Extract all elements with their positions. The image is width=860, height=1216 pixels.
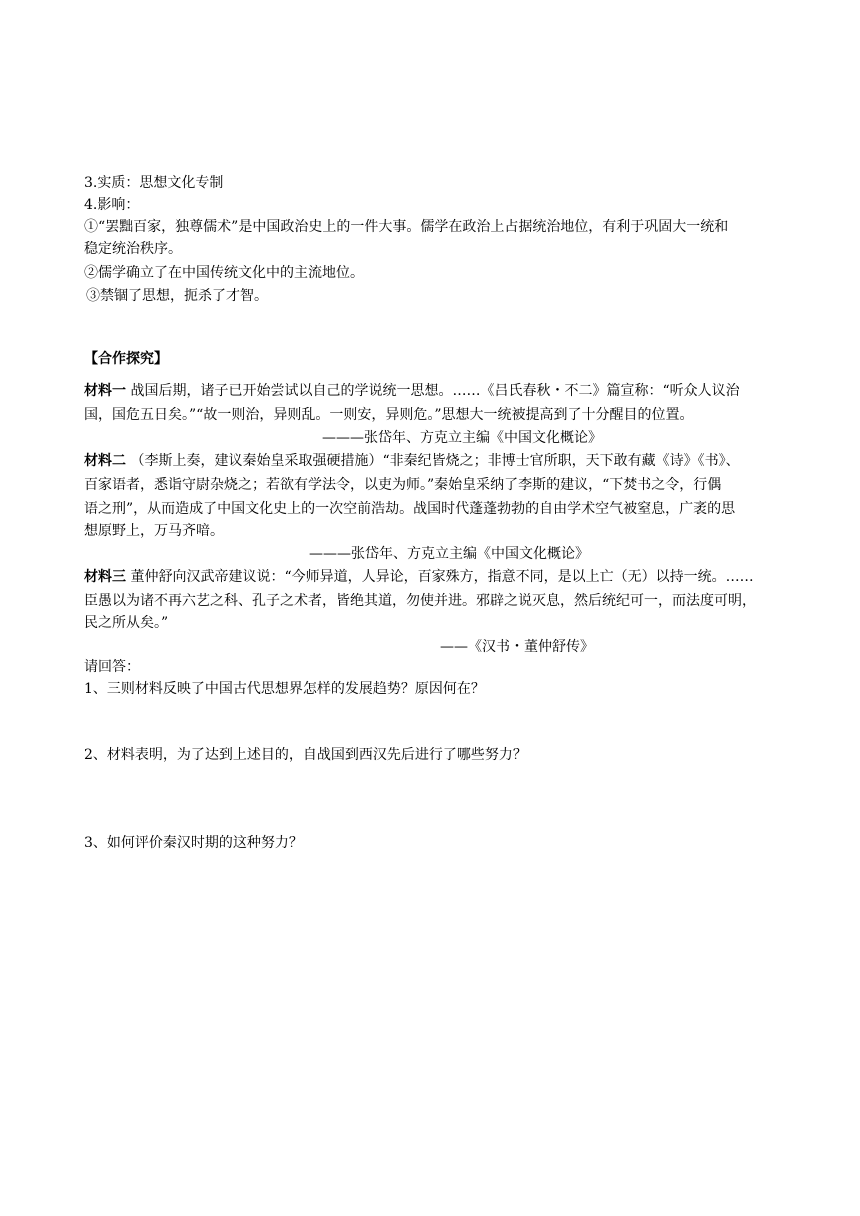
material-3-line-3: 民之所从矣。”	[84, 615, 169, 631]
answer-prompt: 请回答：	[84, 659, 140, 675]
material-1-text-1: 战国后期，诸子已开始尝试以自己的学说统一思想。……《吕氏春秋・不二》篇宣称：“听众人议治	[126, 383, 740, 399]
section-influence-heading: 4.影响：	[84, 197, 140, 213]
material-2-line-3: 语之刑”，从而造成了中国文化史上的一次空前浩劫。战国时代蓬蓬勃勃的自由学术空气被窒息，广袤的思	[84, 501, 736, 517]
material-2-text-1: （李斯上奏，建议秦始皇采取强硬措施）“非秦纪皆烧之；非博士官所职，天下敢有藏《诗》《书》、	[126, 453, 740, 469]
section-essence: 3.实质：思想文化专制	[84, 175, 224, 191]
question-2: 2、材料表明，为了达到上述目的，自战国到西汉先后进行了哪些努力？	[84, 747, 527, 763]
material-2-source: ———张岱年、方克立主编《中国文化概论》	[309, 546, 589, 562]
material-3-text-1: 董仲舒向汉武帝建议说：“今师异道，人异论，百家殊方，指意不同，是以上亡（无）以持一统。……	[126, 569, 754, 585]
material-3-label: 材料三	[84, 569, 126, 585]
material-3-line-2: 臣愚以为诸不再六艺之科、孔子之术者，皆绝其道，勿使并进。邪辟之说灭息，然后统纪可一，而法度可明，	[84, 593, 756, 609]
material-3-line-1	[84, 566, 802, 588]
material-1-source: ———张岱年、方克立主编《中国文化概论》	[322, 430, 602, 446]
document-page	[84, 0, 802, 1216]
question-1: 1、三则材料反映了中国古代思想界怎样的发展趋势？原因何在？	[84, 681, 485, 697]
material-3-source: ——《汉书・董仲舒传》	[440, 639, 594, 655]
material-2-label: 材料二	[84, 453, 126, 469]
material-1-line-2: 国，国危五日矣。”“故一则治，异则乱。一则安，异则危。”思想大一统被提高到了十分醒目的位置。	[84, 407, 694, 423]
material-2-line-2: 百家语者，悉诣守尉杂烧之；若欲有学法令，以吏为师。”秦始皇采纳了李斯的建议，“下焚书之令，行偶	[84, 477, 722, 493]
material-2-line-1	[84, 450, 802, 472]
material-1-line-1	[84, 380, 802, 402]
question-3: 3、如何评价秦汉时期的这种努力？	[84, 835, 303, 851]
material-1-label: 材料一	[84, 383, 126, 399]
influence-item-3: ③禁锢了思想，扼杀了才智。	[86, 288, 268, 304]
material-2-line-4: 想原野上，万马齐喑。	[84, 523, 224, 539]
influence-item-1-line-1: ①“罢黜百家，独尊儒术”是中国政治史上的一件大事。儒学在政治上占据统治地位，有利于巩固大一统和	[84, 219, 729, 235]
cooperative-explore-heading: 【合作探究】	[84, 351, 168, 367]
influence-item-1-line-2: 稳定统治秩序。	[84, 241, 182, 257]
influence-item-2: ②儒学确立了在中国传统文化中的主流地位。	[84, 265, 364, 281]
